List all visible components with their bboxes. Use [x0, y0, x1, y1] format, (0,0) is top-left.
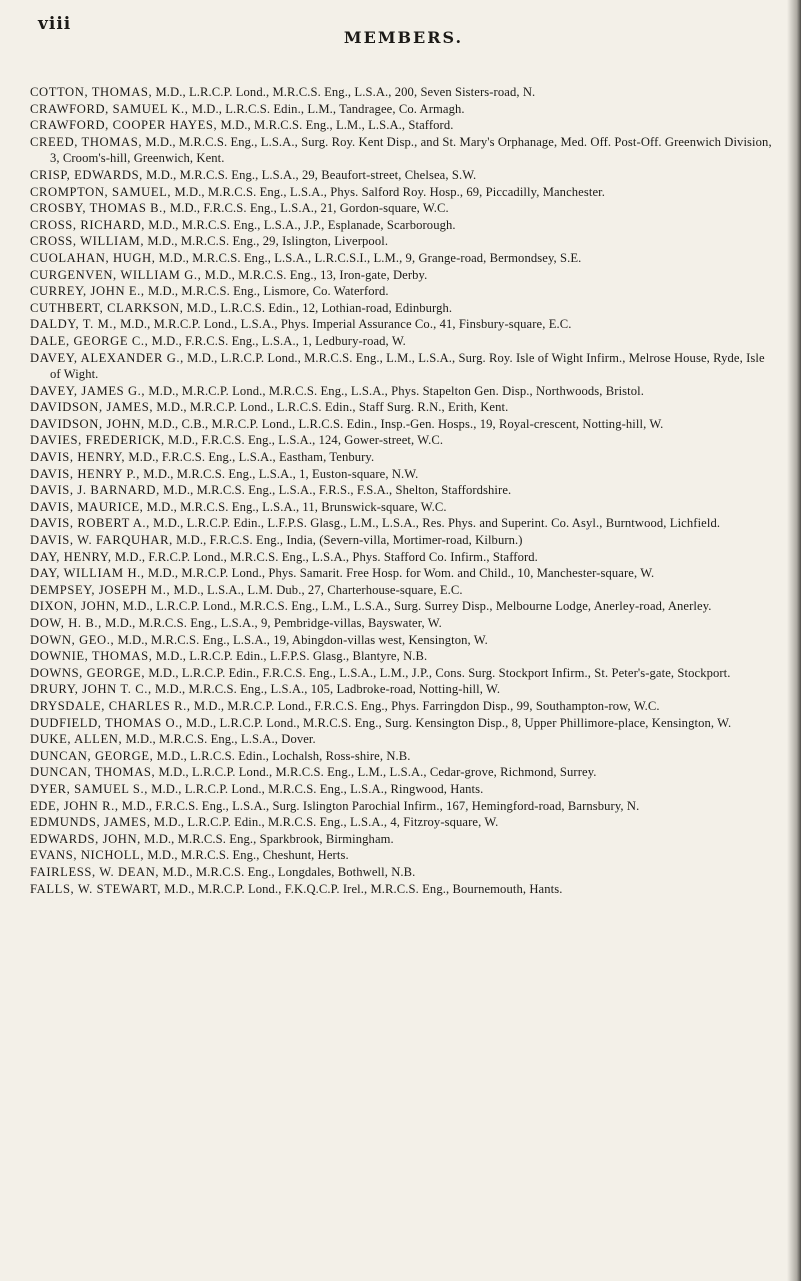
member-entry	[30, 350, 777, 383]
member-details: M.D., M.R.C.S. Eng., L.M., L.S.A., Stafford.	[220, 118, 454, 133]
member-name: DRYSDALE, CHARLES R.,	[30, 698, 191, 713]
member-details: M.D., F.R.C.S. Eng., India, (Severn-villa, Mortimer-road, Kilburn.)	[176, 533, 523, 548]
member-entry	[30, 300, 777, 317]
member-details: M.D., L.R.C.S. Edin., L.M., Tandragee, Co. Armagh.	[191, 101, 465, 116]
member-entry	[30, 466, 777, 483]
member-name: CRISP, EDWARDS,	[30, 167, 143, 182]
member-name: DUNCAN, GEORGE,	[30, 748, 154, 763]
member-name: DAVIS, W. FARQUHAR,	[30, 533, 173, 548]
member-details: M.D., M.R.C.S. Eng., L.S.A., F.R.S., F.S.A., Shelton, Staffordshire.	[163, 483, 512, 498]
member-entry	[30, 798, 777, 815]
member-name: DIXON, JOHN,	[30, 599, 120, 614]
member-details: M.D., M.R.C.S. Eng., 13, Iron-gate, Derby.	[204, 267, 428, 282]
member-details: M.D., F.R.C.S. Eng., L.S.A., Surg. Islington Parochial Infirm., 167, Hemingford-road, Barnsbury, N.	[121, 798, 640, 813]
member-name: DAVIS, ROBERT A.,	[30, 516, 150, 531]
member-entry	[30, 515, 777, 532]
member-details: M.D., M.R.C.P. Lond., L.R.C.S. Edin., Staff Surg. R.N., Erith, Kent.	[156, 400, 509, 415]
member-entry	[30, 200, 777, 217]
running-head: MEMBERS.	[343, 28, 464, 47]
member-entry	[30, 632, 777, 649]
page-header	[30, 14, 777, 84]
member-entry	[30, 283, 777, 300]
member-name: DAVIDSON, JAMES,	[30, 400, 154, 415]
member-name: DAVEY, JAMES G.,	[30, 383, 146, 398]
member-details: M.D., L.R.C.P. Lond., M.R.C.S. Eng., L.S.A., 200, Seven Sisters-road, N.	[155, 85, 536, 99]
member-details: M.D., M.R.C.P. Lond., F.R.C.S. Eng., Phys. Farringdon Disp., 99, Southampton-row, W.C.	[193, 698, 660, 713]
member-name: DOWNIE, THOMAS,	[30, 649, 153, 664]
member-entry	[30, 715, 777, 732]
member-details: M.D., M.R.C.S. Eng., L.S.A., Dover.	[125, 732, 316, 747]
member-entry	[30, 233, 777, 250]
member-details: M.D., M.R.C.S. Eng., L.S.A., 19, Abingdon-villas west, Kensington, W.	[117, 632, 488, 647]
member-entry	[30, 217, 777, 234]
member-entry	[30, 598, 777, 615]
member-name: DYER, SAMUEL S.,	[30, 781, 148, 796]
member-name: DUDFIELD, THOMAS O.,	[30, 715, 183, 730]
member-details: M.D., M.R.C.P. Lond., L.S.A., Phys. Imperial Assurance Co., 41, Finsbury-square, E.C.	[120, 317, 572, 332]
member-entry	[30, 681, 777, 698]
member-details: M.D., M.R.C.P. Lond., Phys. Samarit. Free Hosp. for Wom. and Child., 10, Manchester-square, W.	[147, 566, 655, 581]
member-entry	[30, 250, 777, 267]
member-name: CROMPTON, SAMUEL,	[30, 184, 172, 199]
member-details: M.D., L.R.C.P. Edin., M.R.C.S. Eng., L.S.A., 4, Fitzroy-square, W.	[153, 815, 499, 830]
member-name: COTTON, THOMAS,	[30, 85, 153, 99]
member-name: CREED, THOMAS,	[30, 134, 143, 149]
member-name: DOWN, GEO.,	[30, 632, 115, 647]
member-entry	[30, 167, 777, 184]
member-name: FALLS, W. STEWART,	[30, 881, 161, 896]
member-details: M.D., L.R.C.P. Edin., L.F.P.S. Glasg., L.M., L.S.A., Res. Phys. and Superint. Co. Asyl., Burntwood, Lichfield.	[153, 516, 721, 531]
member-details: M.D., L.R.C.P. Lond., M.R.C.S. Eng., L.M., L.S.A., Surg. Roy. Isle of Wight Infirm., Melrose House, Ryde, Isle of Wight.	[50, 350, 765, 382]
member-details: M.D., M.R.C.S. Eng., Sparkbrook, Birmingham.	[144, 831, 394, 846]
member-entry	[30, 731, 777, 748]
member-details: M.D., L.R.C.S. Edin., Lochalsh, Ross-shire, N.B.	[156, 748, 411, 763]
member-name: DOW, H. B.,	[30, 616, 102, 630]
member-name: DAVEY, ALEXANDER G.,	[30, 350, 184, 365]
member-details: M.D., M.R.C.S. Eng., L.S.A., 29, Beaufort-street, Chelsea, S.W.	[146, 167, 477, 182]
member-entry	[30, 549, 777, 566]
member-name: DAVIS, J. BARNARD,	[30, 483, 160, 498]
member-name: EDMUNDS, JAMES,	[30, 815, 151, 830]
member-entry	[30, 648, 777, 665]
member-name: CROSBY, THOMAS B.,	[30, 201, 167, 216]
member-entry	[30, 881, 777, 898]
member-details: M.D., M.R.C.S. Eng., Cheshunt, Herts.	[147, 848, 349, 863]
member-details: M.D., L.S.A., L.M. Dub., 27, Charterhouse-square, E.C.	[173, 582, 463, 597]
member-details: M.D., M.R.C.S. Eng., L.S.A., Surg. Roy. Kent Disp., and St. Mary's Orphanage, Med. Off. Post-Off. Greenwich Division, 3, Croom's-hill, Greenwich, Kent.	[50, 134, 772, 166]
member-details: M.D., F.R.C.S. Eng., L.S.A., 21, Gordon-square, W.C.	[169, 201, 449, 216]
member-details: M.D., M.R.C.S. Eng., L.S.A., 9, Pembridge-villas, Bayswater, W.	[105, 616, 442, 630]
member-entry	[30, 864, 777, 881]
member-name: CROSS, WILLIAM,	[30, 234, 145, 249]
member-details: M.D., M.R.C.S. Eng., L.S.A., Phys. Salford Roy. Hosp., 69, Piccadilly, Manchester.	[174, 184, 605, 199]
member-name: DAY, WILLIAM H.,	[30, 566, 145, 581]
member-details: M.D., F.R.C.S. Eng., L.S.A., 124, Gower-street, W.C.	[168, 433, 444, 448]
member-details: M.D., F.R.C.S. Eng., L.S.A., 1, Ledbury-road, W.	[151, 333, 406, 348]
member-entry	[30, 449, 777, 466]
member-entry	[30, 267, 777, 284]
member-name: EDWARDS, JOHN,	[30, 831, 141, 846]
member-entry	[30, 615, 777, 632]
member-entry	[30, 764, 777, 781]
member-entry	[30, 847, 777, 864]
member-details: M.D., M.R.C.S. Eng., L.S.A., 11, Brunswick-square, W.C.	[146, 499, 447, 514]
member-name: DAVIES, FREDERICK,	[30, 433, 165, 448]
member-details: M.D., L.R.C.P. Lond., M.R.C.S. Eng., L.M., L.S.A., Surg. Surrey Disp., Melbourne Lodge, Anerley-road, Anerley.	[122, 599, 712, 614]
member-name: DAY, HENRY,	[30, 549, 112, 564]
member-details: M.D., L.R.C.P. Lond., M.R.C.S. Eng., L.M., L.S.A., Cedar-grove, Richmond, Surrey.	[158, 765, 597, 780]
member-name: CUOLAHAN, HUGH,	[30, 250, 156, 265]
member-details: M.D., L.R.C.P. Lond., M.R.C.S. Eng., Surg. Kensington Disp., 8, Upper Phillimore-place, Kensington, W.	[186, 715, 732, 730]
member-entry	[30, 698, 777, 715]
member-name: EDE, JOHN R.,	[30, 798, 119, 813]
member-entry	[30, 831, 777, 848]
member-entry	[30, 117, 777, 134]
member-name: DEMPSEY, JOSEPH M.,	[30, 582, 171, 597]
member-details: M.D., F.R.C.P. Lond., M.R.C.S. Eng., L.S.A., Phys. Stafford Co. Infirm., Stafford.	[114, 549, 538, 564]
page-edge-shadow	[787, 0, 801, 1281]
member-name: CURREY, JOHN E.,	[30, 284, 145, 299]
member-entry	[30, 101, 777, 118]
member-name: CURGENVEN, WILLIAM G.,	[30, 267, 202, 282]
member-details: M.D., M.R.C.S. Eng., L.S.A., 1, Euston-square, N.W.	[143, 466, 419, 481]
member-entry	[30, 665, 777, 682]
member-entry	[30, 84, 777, 101]
page-number: viii	[38, 14, 72, 34]
member-name: CRAWFORD, COOPER HAYES,	[30, 118, 218, 133]
member-name: EVANS, NICHOLL,	[30, 848, 145, 863]
member-details: M.D., C.B., M.R.C.P. Lond., L.R.C.S. Edin., Insp.-Gen. Hosps., 19, Royal-crescent, Notting-hill, W.	[148, 416, 664, 431]
member-list	[30, 84, 777, 897]
member-entry	[30, 582, 777, 599]
member-entry	[30, 482, 777, 499]
member-details: M.D., L.R.C.P. Lond., M.R.C.S. Eng., L.S.A., Ringwood, Hants.	[151, 781, 484, 796]
member-name: DAVIS, HENRY P.,	[30, 466, 141, 481]
member-entry	[30, 399, 777, 416]
member-entry	[30, 748, 777, 765]
member-name: DOWNS, GEORGE,	[30, 665, 146, 680]
member-details: M.D., M.R.C.S. Eng., Longdales, Bothwell, N.B.	[162, 864, 416, 879]
member-entry	[30, 814, 777, 831]
member-details: M.D., M.R.C.S. Eng., Lismore, Co. Waterford.	[147, 284, 389, 299]
member-name: DUNCAN, THOMAS,	[30, 765, 156, 780]
member-entry	[30, 499, 777, 516]
member-details: M.D., M.R.C.P. Lond., M.R.C.S. Eng., L.S.A., Phys. Stapelton Gen. Disp., Northwoods, Bristol.	[148, 383, 645, 398]
member-entry	[30, 134, 777, 167]
member-details: M.D., L.R.C.P. Edin., L.F.P.S. Glasg., Blantyre, N.B.	[155, 649, 428, 664]
member-name: CUTHBERT, CLARKSON,	[30, 300, 184, 315]
member-name: DAVIS, MAURICE,	[30, 499, 144, 514]
member-entry	[30, 432, 777, 449]
member-name: DAVIDSON, JOHN,	[30, 416, 145, 431]
member-name: DALDY, T. M.,	[30, 317, 117, 332]
member-details: M.D., M.R.C.S. Eng., L.S.A., L.R.C.S.I., L.M., 9, Grange-road, Bermondsey, S.E.	[158, 250, 582, 265]
member-details: M.D., M.R.C.S. Eng., 29, Islington, Liverpool.	[147, 234, 389, 249]
member-entry	[30, 416, 777, 433]
member-name: DAVIS, HENRY,	[30, 450, 126, 465]
member-entry	[30, 383, 777, 400]
member-details: M.D., M.R.C.P. Lond., F.K.Q.C.P. Irel., M.R.C.S. Eng., Bournemouth, Hants.	[164, 881, 563, 896]
member-name: CROSS, RICHARD,	[30, 217, 146, 232]
member-name: DUKE, ALLEN,	[30, 732, 123, 747]
member-details: M.D., M.R.C.S. Eng., L.S.A., 105, Ladbroke-road, Notting-hill, W.	[154, 682, 501, 697]
member-details: M.D., L.R.C.P. Edin., F.R.C.S. Eng., L.S.A., L.M., J.P., Cons. Surg. Stockport Infirm., St. Peter's-gate, Stockport.	[148, 665, 731, 680]
member-name: DRURY, JOHN T. C.,	[30, 682, 152, 697]
member-details: M.D., M.R.C.S. Eng., L.S.A., J.P., Esplanade, Scarborough.	[148, 217, 456, 232]
member-entry	[30, 333, 777, 350]
member-entry	[30, 565, 777, 582]
member-details: M.D., L.R.C.S. Edin., 12, Lothian-road, Edinburgh.	[186, 300, 453, 315]
member-name: FAIRLESS, W. DEAN,	[30, 864, 160, 879]
member-name: CRAWFORD, SAMUEL K.,	[30, 101, 189, 116]
member-name: DALE, GEORGE C.,	[30, 333, 149, 348]
member-entry	[30, 316, 777, 333]
member-entry	[30, 532, 777, 549]
member-entry	[30, 184, 777, 201]
member-details: M.D., F.R.C.S. Eng., L.S.A., Eastham, Tenbury.	[128, 450, 375, 465]
member-entry	[30, 781, 777, 798]
